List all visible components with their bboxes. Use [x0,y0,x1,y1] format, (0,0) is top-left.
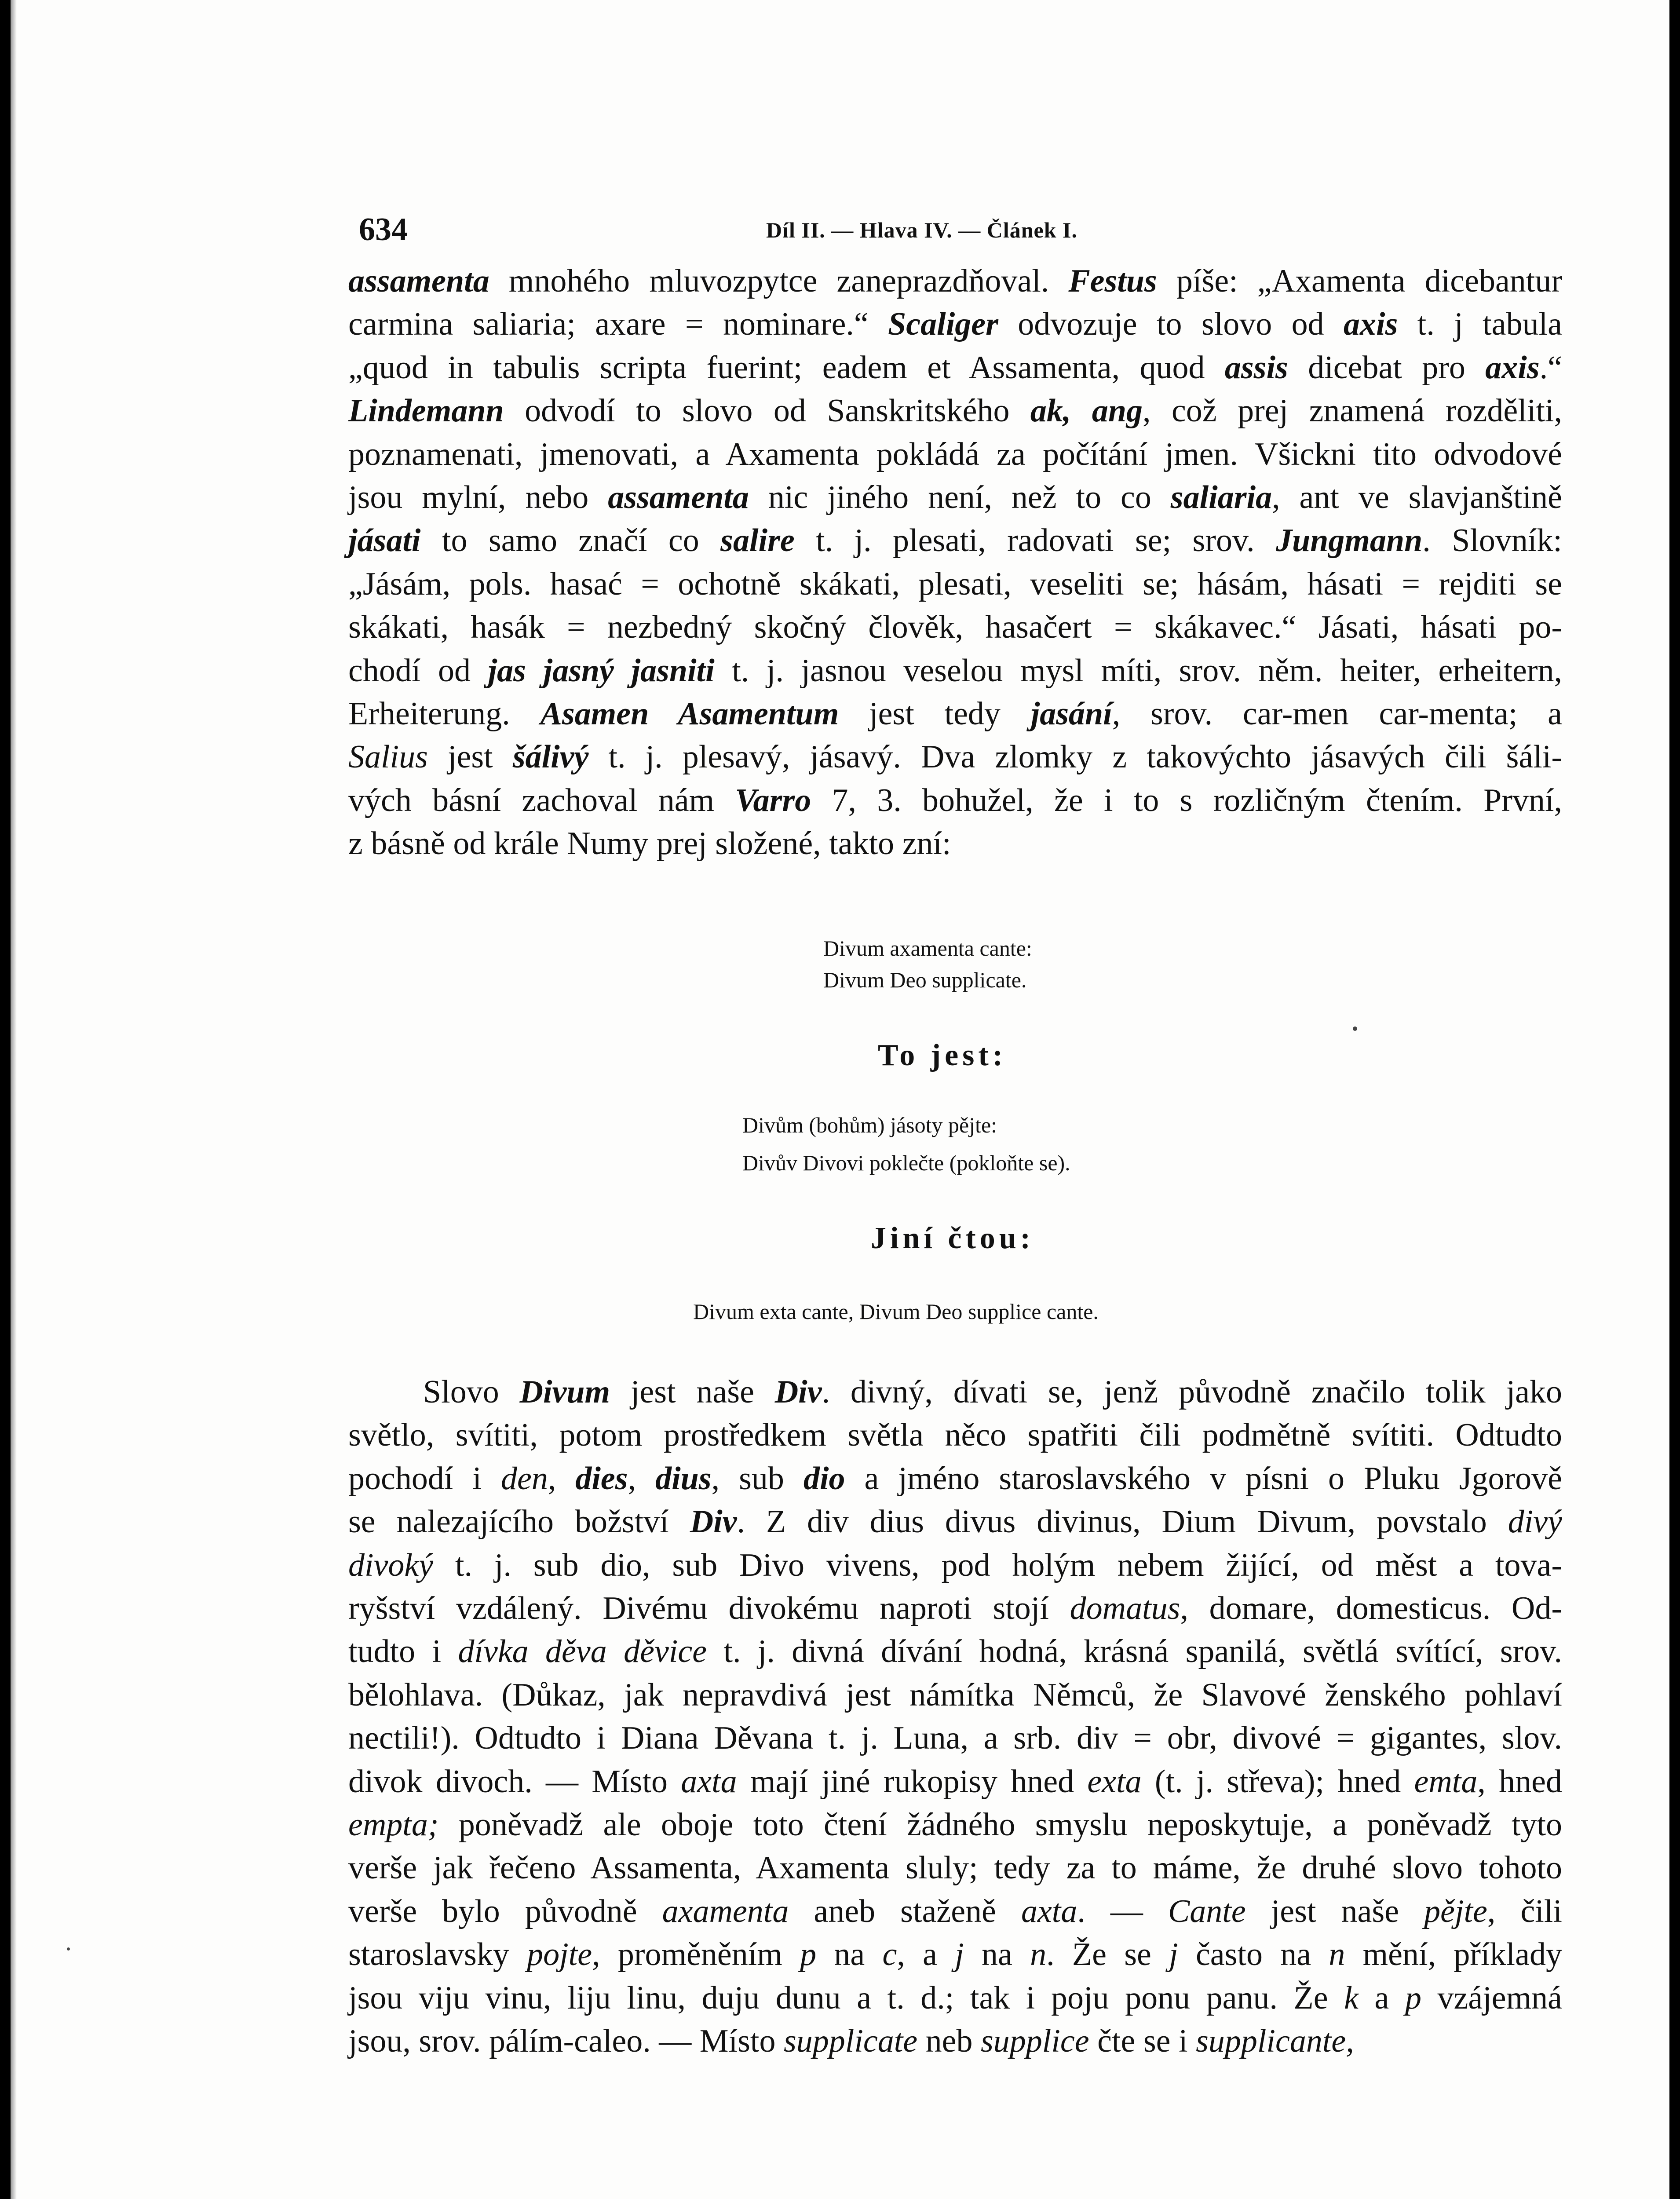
emphasis-text: divý [1508,1504,1562,1540]
verse-line: Divům (bohům) jásoty pějte: [742,1113,997,1137]
text-line [348,476,1562,519]
body-text: skákati, hasák = nezbedný skočný člověk, hasačert = skákavec.“ Jásati, hásati po- [348,609,1562,646]
book-page [11,0,1669,2199]
text-line [348,692,1562,735]
page-edge-shadow [11,0,17,2199]
body-text: poněvadž ale oboje toto čtení žádného smyslu neposkytuje, a poněvadž tyto [438,1807,1562,1843]
body-text: t. j. sub dio, sub Divo vivens, pod holým nebem žijící, od měst a tova- [433,1547,1562,1583]
body-text: jest naše [1245,1893,1424,1929]
text-line [348,1457,1562,1500]
text-line [348,1717,1562,1760]
emphasis-text: Div [690,1504,737,1540]
text-line [348,1630,1562,1673]
emphasis-text: assamenta [348,263,489,299]
body-text: t. j. jasnou veselou mysl míti, srov. něm. heiter, erheitern, [714,652,1562,689]
emphasis-text: divoký [348,1547,434,1583]
body-text: jsou mylní, nebo [348,479,608,516]
text-line [348,1846,1562,1889]
verse-line: Divum axamenta cante: [823,936,1032,961]
text-line [348,1673,1562,1717]
body-text: verše jak řečeno Assamenta, Axamenta sluly; tedy za to máme, že druhé slovo tohoto [348,1850,1562,1886]
body-text: a [1358,1980,1405,2016]
text-line [348,822,1562,865]
body-text: na [816,1936,883,1973]
body-text: t. j. divná dívání hodná, krásná spanilá, světlá svítící, srov. [707,1633,1562,1670]
emphasis-text: Lindemann [348,393,504,429]
body-text: , srov. car-men car-menta; a [1112,696,1562,732]
verse-line: Divův Divovi poklečte (pokloňte se). [742,1151,1070,1175]
body-text: dicebat pro [1288,349,1486,386]
body-text: verše bylo původně [348,1893,662,1929]
body-text: carmina saliaria; axare = nominare.“ [348,306,888,343]
page-number: 634 [359,212,408,248]
emphasis-text: p [800,1936,817,1973]
body-text: , domare, domesticus. Od- [1180,1590,1562,1627]
emphasis-text: dívka děva děvice [458,1633,707,1670]
emphasis-text: k [1344,1980,1359,2016]
emphasis-text: Jungmann [1276,522,1423,559]
text-line [348,649,1562,692]
emphasis-text: jásati [348,522,421,559]
body-text: Erheiterung. [348,696,541,732]
page-header [359,211,1150,251]
section-heading-jini-ctou: Jiní čtou: [871,1221,1034,1255]
emphasis-text: Varro [735,782,811,818]
body-text: , sub [711,1460,803,1497]
paragraph-2 [348,1370,1562,2063]
emphasis-text: jas jasný jasniti [488,652,715,689]
emphasis-text: axta [681,1763,737,1800]
verse-3 [693,1297,1099,1326]
text-line [348,606,1562,649]
emphasis-text: salire [720,522,795,559]
body-text: . Z div dius divus divinus, Dium Divum, povstalo [737,1504,1508,1540]
emphasis-text: j [955,1936,964,1973]
ink-speck [67,1947,70,1951]
verse-line: Divum Deo supplicate. [823,968,1027,992]
body-text: aneb staženě [789,1893,1021,1929]
body-text: 7, 3. bohužel, že i to s rozličným čtením. První, [811,782,1563,818]
text-line [348,1760,1562,1803]
text-line [348,1370,1562,1414]
emphasis-text: saliaria [1170,479,1272,516]
body-text: divok divoch. — Místo [348,1763,681,1800]
body-text: to samo značí co [420,522,721,559]
body-text: chodí od [348,652,488,689]
body-text: odvozuje to slovo od [998,306,1344,343]
text-line [348,389,1562,432]
body-text: neb [917,2023,981,2060]
body-text: se nalezajícího božství [348,1504,690,1540]
text-line [348,563,1562,606]
body-text: mění, příklady [1345,1936,1562,1973]
paragraph-1 [348,259,1562,866]
emphasis-text: šálivý [512,739,589,775]
body-text: . Že se [1046,1936,1169,1973]
body-text: , ant ve slavjanštině [1272,479,1562,516]
body-text: píše: „Axamenta dicebantur [1157,263,1563,299]
emphasis-text: supplice [981,2023,1089,2060]
emphasis-text: ak, ang [1030,393,1143,429]
emphasis-text: assamenta [608,479,749,516]
text-line [348,1500,1562,1543]
body-text: jest [427,739,513,775]
body-text: . Slovník: [1422,522,1562,559]
running-head: Díl II. — Hlava IV. — Článek I. [766,218,1077,242]
text-line [348,346,1562,389]
ink-speck [1353,1026,1357,1031]
section-heading-to-jest: To jest: [878,1038,1007,1072]
text-line [348,433,1562,476]
text-line [348,1976,1562,2020]
text-line [348,1544,1562,1587]
text-line [348,1803,1562,1846]
body-text: , což prej znamená rozděliti, [1143,393,1562,429]
text-line [348,1587,1562,1630]
body-text: (t. j. střeva); hned [1141,1763,1414,1800]
body-text: . — [1077,1893,1168,1929]
emphasis-text: pějte [1424,1893,1487,1929]
emphasis-text: axis [1485,349,1540,386]
body-text: často na [1178,1936,1329,1973]
text-line [348,779,1562,822]
body-text: jest tedy [839,696,1031,732]
body-text: ryšství vzdálený. Divému divokému naproti stojí [348,1590,1070,1627]
body-text: t. j. plesavý, jásavý. Dva zlomky z takovýchto jásavých čili šáli- [588,739,1563,775]
body-text: odvodí to slovo od Sanskritského [504,393,1030,429]
verse-1 [823,933,1032,995]
emphasis-text: axis [1344,306,1398,343]
emphasis-text: dies [575,1460,628,1497]
paragraph-1-block [348,259,1562,866]
body-text: z básně od krále Numy prej složené, takto zní: [348,826,951,862]
body-text: světlo, svítiti, potom prostředkem světla něco spatřiti čili podmětně svítiti. Odtudto [348,1417,1562,1454]
emphasis-text: j [1169,1936,1178,1973]
body-text: Slovo [423,1374,520,1410]
emphasis-text: den [501,1460,548,1497]
body-text: , hned [1477,1763,1562,1800]
body-text: .“ [1539,349,1563,386]
body-text: vých básní zachoval nám [348,782,735,818]
emphasis-text: Festus [1068,263,1157,299]
emphasis-text: Cante [1168,1893,1246,1929]
body-text: vzájemná [1421,1980,1562,2016]
body-text: jsou viju vinu, liju linu, duju dunu a t. d.; tak i poju ponu panu. Že [348,1980,1344,2016]
paragraph-2-block [348,1370,1562,2063]
emphasis-text: axamenta [662,1893,789,1929]
text-line [348,519,1562,562]
text-line [348,303,1562,346]
body-text: , čili [1487,1893,1562,1929]
emphasis-text: Asamen Asamentum [540,696,839,732]
body-text: . divný, dívati se, jenž původně značilo tolik jako [822,1374,1562,1410]
verse-2 [742,1110,1070,1178]
emphasis-text: empta; [348,1807,439,1843]
emphasis-text: n [1030,1936,1047,1973]
emphasis-text: dius [655,1460,712,1497]
body-text: poznamenati, jmenovati, a Axamenta pokládá za počítání jmen. Všickni tito odvodové [348,436,1562,472]
body-text: t. j tabula [1398,306,1562,343]
emphasis-text: Divum [519,1374,610,1410]
body-text: čte se i [1089,2023,1196,2060]
body-text: mají jiné rukopisy hned [737,1763,1088,1800]
emphasis-text: c [882,1936,897,1973]
emphasis-text: axta [1021,1893,1077,1929]
text-line [348,1890,1562,1933]
emphasis-text: exta [1087,1763,1142,1800]
body-text: , [548,1460,576,1497]
body-text: staroslavsky [348,1936,527,1973]
text-line [348,1933,1562,1976]
body-text: „quod in tabulis scripta fuerint; eadem et Assamenta, quod [348,349,1225,386]
body-text: jest naše [610,1374,775,1410]
text-line [348,1414,1562,1457]
emphasis-text: n [1329,1936,1345,1973]
body-text: bělohlava. (Důkaz, jak nepravdivá jest námítka Němců, že Slavové ženského pohlaví [348,1677,1562,1713]
body-text: mnohého mluvozpytce zaneprazdňoval. [489,263,1069,299]
body-text: nectili!). Odtudto i Diana Děvana t. j. Luna, a srb. div = obr, divové = gigantes, slov. [348,1720,1562,1757]
verse-line: Divum exta cante, Divum Deo supplice cante. [693,1299,1099,1324]
emphasis-text: assis [1224,349,1288,386]
body-text: , [628,1460,656,1497]
body-text: , proměněním [592,1936,800,1973]
body-text: pochodí i [348,1460,501,1497]
body-text: na [964,1936,1030,1973]
emphasis-text: emta [1414,1763,1478,1800]
body-text: a jméno staroslavského v písni o Pluku Jgorově [845,1460,1563,1497]
body-text: tudto i [348,1633,458,1670]
emphasis-text: jasání [1030,696,1112,732]
text-line [348,735,1562,778]
body-text: t. j. plesati, radovati se; srov. [794,522,1276,559]
emphasis-text: pojte [527,1936,592,1973]
emphasis-text: p [1405,1980,1421,2016]
body-text: „Jásám, pols. hasać = ochotně skákati, plesati, veseliti se; hásám, hásati = rejditi se [348,566,1562,602]
emphasis-text: domatus [1070,1590,1180,1627]
body-text: jsou, srov. pálím-caleo. — Místo [348,2023,784,2060]
emphasis-text: supplicate [783,2023,918,2060]
emphasis-text: Scaliger [888,306,998,343]
body-text: , a [897,1936,955,1973]
emphasis-text: Div [774,1374,822,1410]
text-line [348,2020,1562,2063]
text-line [348,259,1562,303]
emphasis-text: Salius [348,739,428,775]
body-text: nic jiného není, než to co [749,479,1171,516]
emphasis-text: supplicante, [1196,2023,1354,2060]
emphasis-text: dio [803,1460,845,1497]
